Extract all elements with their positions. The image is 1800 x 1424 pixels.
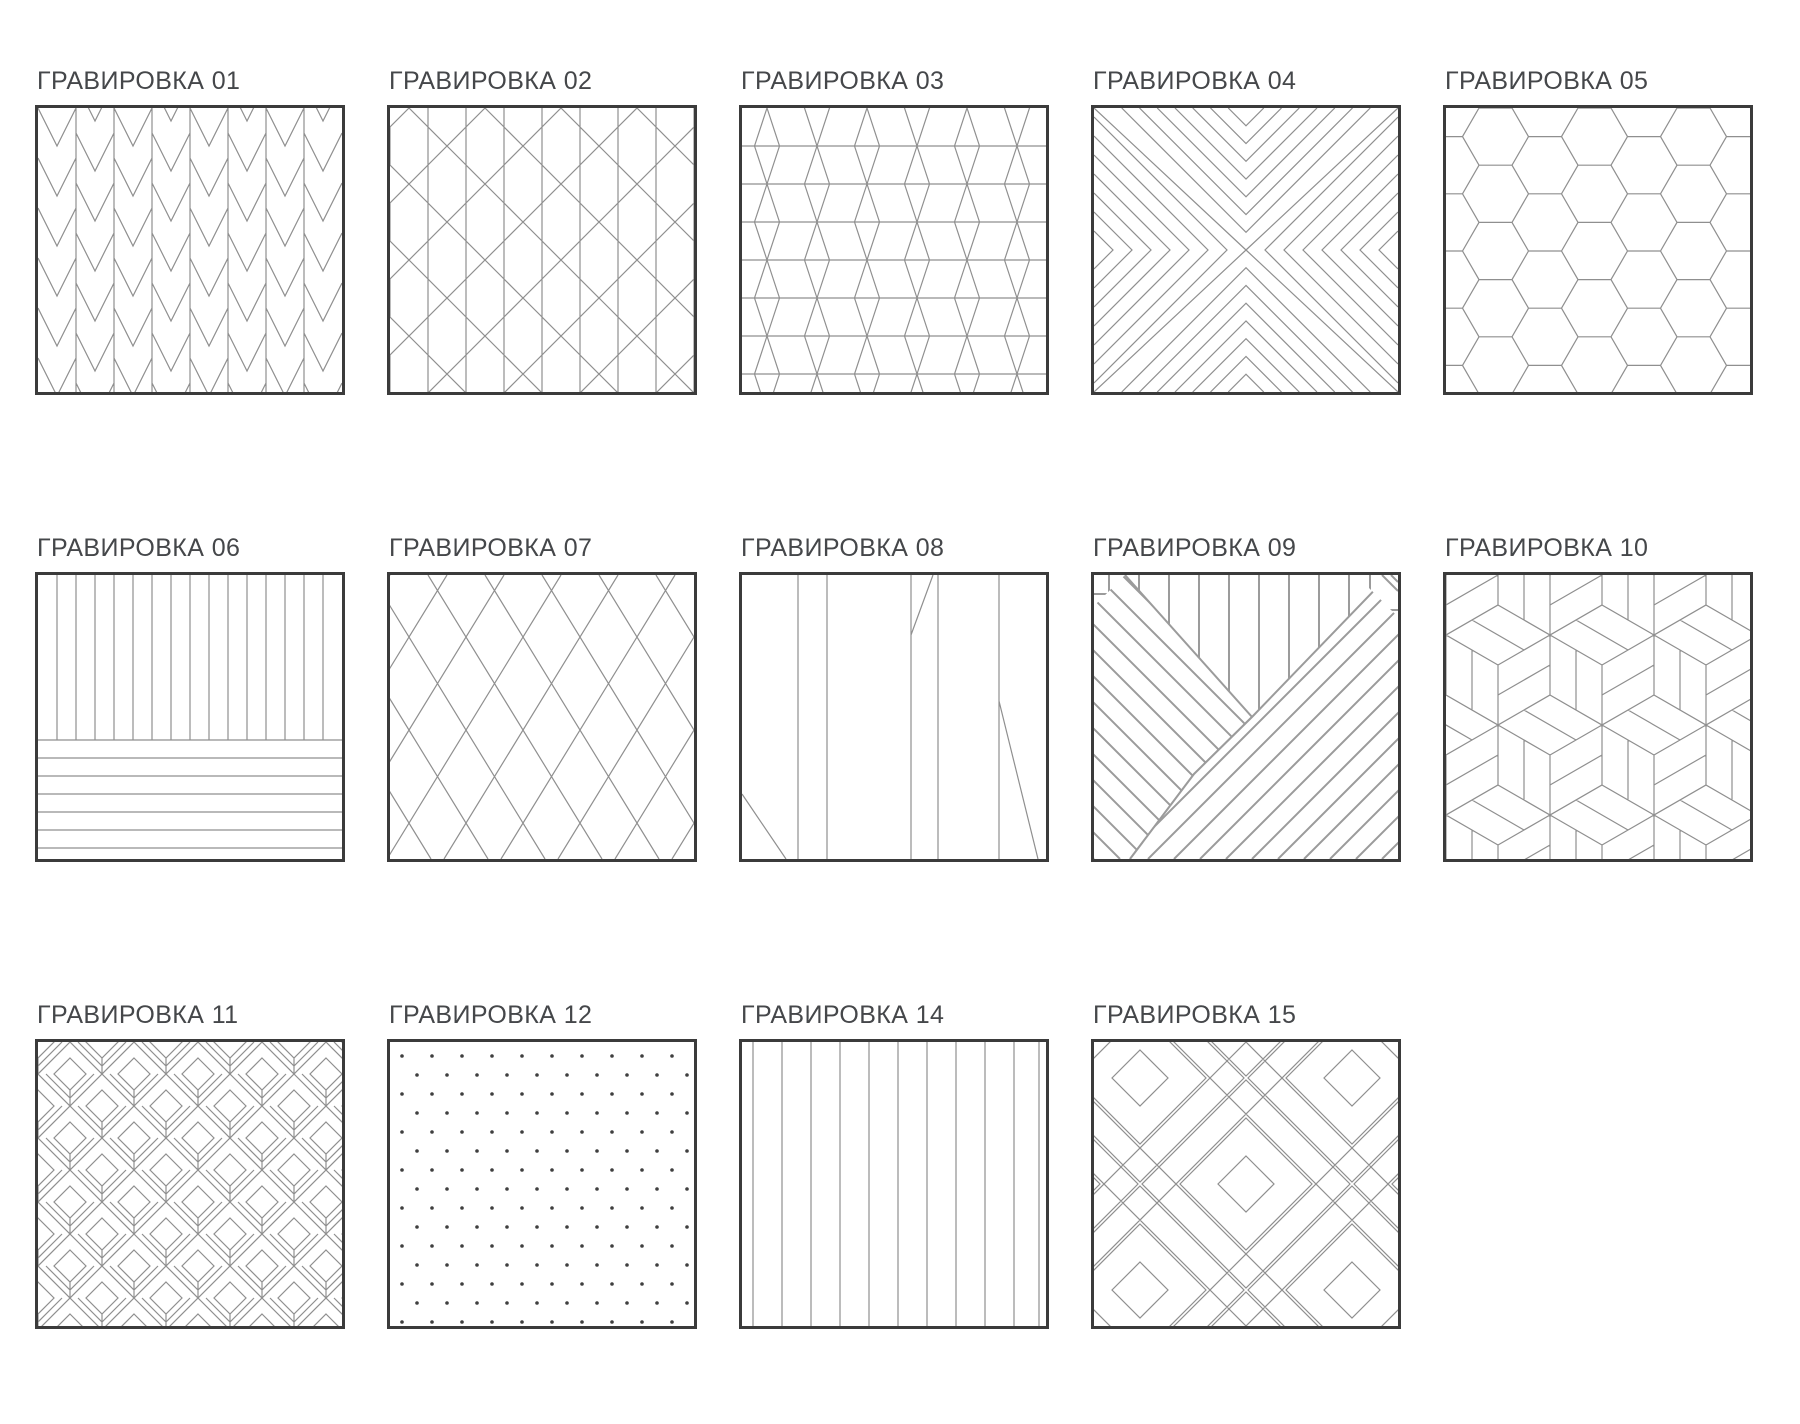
pattern-swatch <box>1091 1039 1401 1329</box>
pattern-swatch <box>387 105 697 395</box>
pattern-swatch <box>739 1039 1049 1329</box>
pattern-dot-grid <box>390 1042 694 1326</box>
pattern-card <box>1091 66 1401 395</box>
pattern-card <box>35 66 345 395</box>
pattern-swatch <box>1443 572 1753 862</box>
pattern-card <box>1443 533 1753 862</box>
pattern-card <box>387 1000 697 1329</box>
pattern-label: ГРАВИРОВКА 08 <box>741 534 945 562</box>
pattern-concentric-diamonds <box>1094 1042 1398 1326</box>
pattern-label: ГРАВИРОВКА 01 <box>37 67 241 95</box>
pattern-card <box>739 1000 1049 1329</box>
pattern-row <box>35 533 1800 862</box>
pattern-card <box>1091 533 1401 862</box>
pattern-mitred-x-chevrons <box>1094 108 1398 392</box>
pattern-swatch <box>1443 105 1753 395</box>
pattern-swatch <box>1091 105 1401 395</box>
pattern-swatch <box>1091 572 1401 862</box>
pattern-row <box>35 1000 1800 1329</box>
pattern-deco-diamond-chevron <box>38 1042 342 1326</box>
pattern-card <box>739 66 1049 395</box>
pattern-label: ГРАВИРОВКА 10 <box>1445 534 1649 562</box>
pattern-label: ГРАВИРОВКА 05 <box>1445 67 1649 95</box>
pattern-label: ГРАВИРОВКА 04 <box>1093 67 1297 95</box>
pattern-card <box>35 1000 345 1329</box>
pattern-card <box>387 533 697 862</box>
pattern-label: ГРАВИРОВКА 02 <box>389 67 593 95</box>
pattern-swatch <box>387 572 697 862</box>
pattern-rhombus-lattice <box>390 575 694 859</box>
pattern-label: ГРАВИРОВКА 06 <box>37 534 241 562</box>
pattern-swatch <box>739 105 1049 395</box>
pattern-label: ГРАВИРОВКА 15 <box>1093 1001 1297 1029</box>
pattern-label: ГРАВИРОВКА 12 <box>389 1001 593 1029</box>
pattern-honeycomb-hexagons <box>1446 108 1750 392</box>
pattern-card <box>1443 66 1753 395</box>
pattern-hexagon-cube-parquet <box>1446 575 1750 859</box>
pattern-label: ГРАВИРОВКА 14 <box>741 1001 945 1029</box>
pattern-label: ГРАВИРОВКА 11 <box>37 1001 239 1029</box>
pattern-swatch <box>35 572 345 862</box>
pattern-label: ГРАВИРОВКА 03 <box>741 67 945 95</box>
pattern-card <box>387 66 697 395</box>
pattern-row <box>35 66 1800 395</box>
pattern-fan-plank-weave <box>1094 575 1398 859</box>
pattern-card <box>1091 1000 1401 1329</box>
pattern-swatch <box>387 1039 697 1329</box>
pattern-chevron-columns <box>38 108 342 392</box>
pattern-swatch <box>35 105 345 395</box>
pattern-swatch <box>35 1039 345 1329</box>
pattern-diamond-rows <box>742 108 1046 392</box>
pattern-card <box>739 533 1049 862</box>
pattern-vertical-lines <box>742 1042 1046 1326</box>
pattern-card <box>35 533 345 862</box>
pattern-vertical-horizontal-planks <box>38 575 342 859</box>
pattern-label: ГРАВИРОВКА 09 <box>1093 534 1297 562</box>
pattern-plank-verticals-diagonals <box>742 575 1046 859</box>
pattern-swatch <box>739 572 1049 862</box>
pattern-picket-hexagons <box>390 108 694 392</box>
pattern-label: ГРАВИРОВКА 07 <box>389 534 593 562</box>
